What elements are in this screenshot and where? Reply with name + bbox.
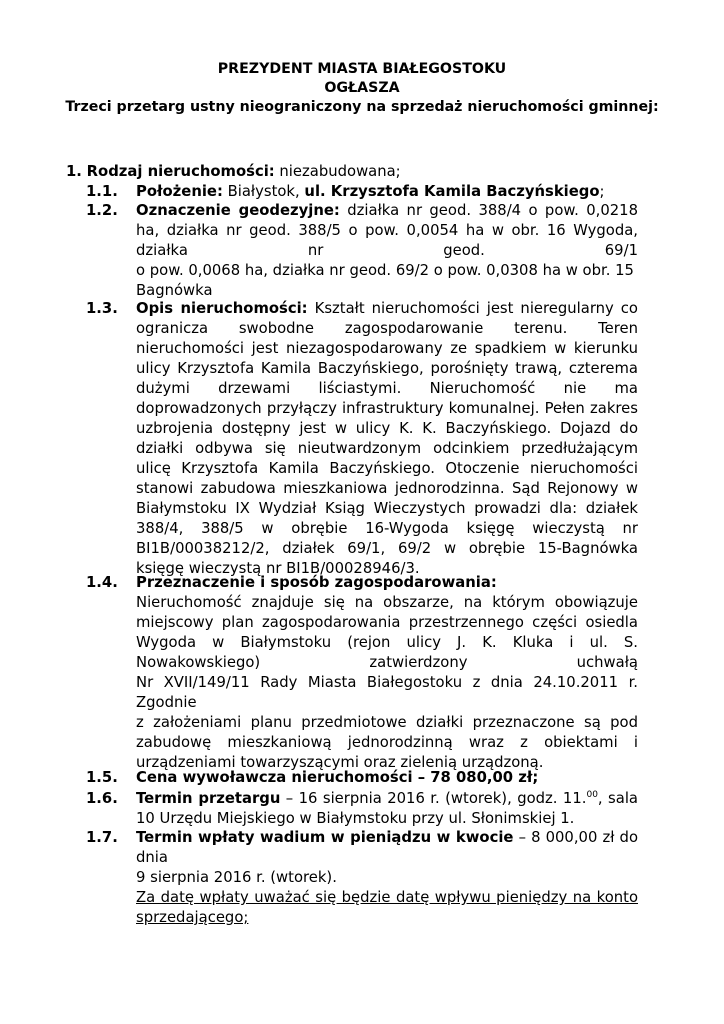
item-label: Opis nieruchomości: [136,300,308,317]
item-geodetic [86,201,638,301]
item-text-note: Za datę wpłaty uważać się będzie datę wpływu pieniędzy na konto sprzedającego; [136,889,638,926]
item-description [86,299,638,579]
item-starting-price [86,768,638,788]
item-label: Termin przetargu [136,790,281,807]
item-text-continued: Nr XVII/149/11 Rady Miasta Białegostoku z dnia 24.10.2011 r. Zgodnie [136,674,638,711]
item-text-continued: o pow. 0,0068 ha, działka nr geod. 69/2 o pow. 0,0308 ha w obr. 15 Bagnówka [136,262,634,299]
item-label: Cena wywoławcza nieruchomości – 78 080,00 zł; [136,769,539,786]
item-text-date: 9 sierpnia 2016 r. (wtorek). [136,869,337,886]
header-announces: OGŁASZA [324,80,400,96]
section-number: 1. [66,163,82,180]
item-number: 1.3. [86,300,118,317]
item-purpose [86,573,638,773]
announcement-header [60,60,664,117]
item-auction-date [86,789,638,829]
section-value: niezabudowana; [274,163,401,180]
item-text: – 16 sierpnia 2016 r. (wtorek), godz. 11. [280,790,587,807]
section-property-type [66,162,401,182]
item-label: Położenie: [136,183,223,200]
item-text-end: ; [599,183,605,200]
item-label: Termin wpłaty wadium w pieniądzu w kwocie [136,829,514,846]
item-text-final: z założeniami planu przedmiotowe działki przeznaczone są pod zabudowę mieszkaniową jednorodzinną wraz z obiektami i urządzeniami towarzyszącymi oraz zielenią urządzoną. [136,714,638,771]
item-number: 1.1. [86,183,118,200]
item-number: 1.2. [86,202,118,219]
item-number: 1.6. [86,790,118,807]
item-location [86,182,638,202]
item-text: Białystok, [222,183,305,200]
item-text: Kształt nieruchomości jest nieregularny co ogranicza swobodne zagospodarowanie terenu. Teren nieruchomości jest niezagospodarowany ze spadkiem w kierunku ulicy Krzysztofa Kamila Baczyńskiego, porośnięty trawą, czterema dużymi drzewami liściastymi. Nieruchomość nie ma doprowadzonych przyłączy infrastruktury komunalnej. Pełen zakres uzbrojenia dostępny jest w ulicy K. K. Baczyńskiego. Dojazd do działki odbywa się nieutwardzonym odcinkiem przedłużającym ulicę Krzysztofa Kamila Baczyńskiego. Otoczenie nieruchomości stanowi zabudowa mieszkaniowa jednorodzinna. Sąd Rejonowy w Białymstoku IX Wydział Ksiąg Wieczystych prowadzi dla: działek 388/4, 388/5 w obrębie 16-Wygoda księgę wieczystą nr BI1B/00038212/2, działek 69/1, 69/2 w obrębie 15-Bagnówka księgę wieczystą nr BI1B/00028946/3. [136,300,638,577]
header-title: Trzeci przetarg ustny nieograniczony na sprzedaż nieruchomości gminnej: [65,99,659,115]
street-name: ul. Krzysztofa Kamila Baczyńskiego [304,183,600,200]
item-deposit [86,828,638,928]
item-number: 1.4. [86,574,118,591]
item-label: Przeznaczenie i sposób zagospodarowania: [136,574,497,591]
time-minutes: 00 [586,790,598,801]
header-authority: PREZYDENT MIASTA BIAŁEGOSTOKU [217,61,507,77]
section-label: Rodzaj nieruchomości: [86,163,275,180]
item-number: 1.7. [86,829,118,846]
item-number: 1.5. [86,769,118,786]
item-text: działka nr geod. 388/4 o pow. 0,0218 ha, działka nr geod. 388/5 o pow. 0,0054 ha w obr. 16 Wygoda, działka nr geod. 69/1 [136,202,638,259]
item-text: Nieruchomość znajduje się na obszarze, na którym obowiązuje miejscowy plan zagospodarowania przestrzennego części osiedla Wygoda w Białymstoku (rejon ulicy J. K. Kluka i ul. S. Nowakowskiego) zatwierdzony uchwałą [136,594,638,671]
item-text-continued: , sala 10 Urzędu Miejskiego w Białymstoku przy ul. Słonimskiej 1. [136,790,638,827]
item-label: Oznaczenie geodezyjne: [136,202,340,219]
item-text: – 8 000,00 zł do dnia [136,829,639,866]
